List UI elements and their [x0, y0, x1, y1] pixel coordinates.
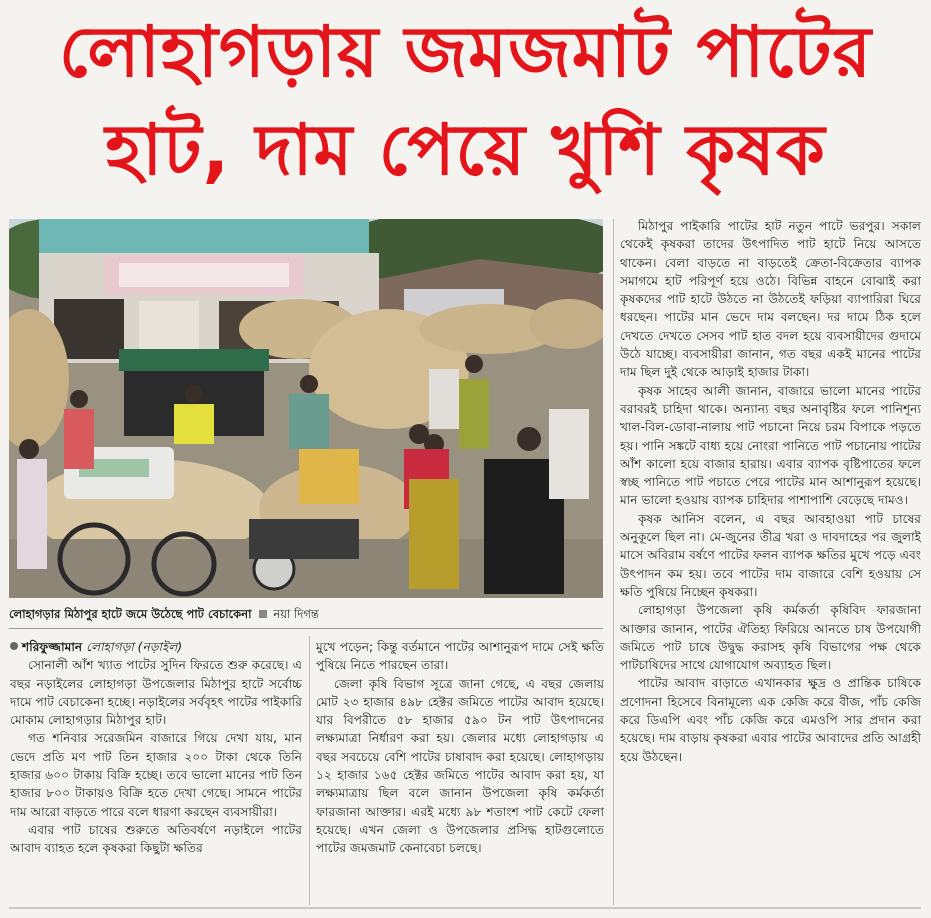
caption-text: লোহাগড়ার মিঠাপুর হাটে জমে উঠেছে পাট বেচাকেনা: [9, 607, 252, 621]
paragraph: এবার পাট চাষের শুরুতে অতিবর্ষণে নড়াইলে পাটের আবাদ ব্যাহত হলে কৃষকরা কিছুটা ক্ষতির: [10, 822, 302, 856]
article-column-3: [620, 217, 921, 905]
byline: [10, 638, 302, 656]
column-divider-right: [613, 219, 614, 905]
dateline: লোহাগড়া (নড়াইল): [86, 640, 183, 654]
caption-rule: [9, 628, 603, 629]
paragraph: সোনালী আঁশ খ্যাত পাটের সুদিন ফিরতে শুরু করেছে। এ বছর নড়াইলের লোহাগড়া উপজেলার মিঠাপুর হাটে সর্বোচ্চ দামে পাট বেচাকেনা হচ্ছে। নড়াইলের সর্ববৃহৎ পাটের পাইকারি মোকাম লোহাগড়ার মিঠাপুর হাট।: [10, 658, 302, 728]
headline: [10, 4, 921, 200]
paragraph: কৃষক সাহেব আলী জানান, বাজারে ভালো মানের পাটের বরাবরই চাহিদা থাকে। অন্যান্য বছর অনাবৃষ্টির ফলে পানিশূন্য খাল-বিল-ডোবা-নালায় পাট পচানো নিয়ে চরম বিপাকে পড়তে হয়। পানি সঙ্কটে বাধ্য হয়ে নোংরা পানিতে পাট পচানোয় পাটের আঁশ কালো হয়ে বাজার হারায়। এবার ব্যাপক বৃষ্টিপাতের ফলে স্বচ্ছ পানিতে পাট পচাতে পেরে পাটের মান আশানুরূপ হয়েছে। মান ভালো হওয়ায় ব্যাপক চাহিদার পাশাপাশি বেড়েছে দামও।: [620, 383, 921, 508]
article-column-1: [10, 638, 302, 904]
caption-credit: নয়া দিগন্ত: [273, 607, 319, 621]
photo-caption: [9, 603, 603, 625]
news-photo: [9, 219, 603, 598]
paragraph: মুখে পড়েন; কিন্তু বর্তমানে পাটের আশানুরূপ দামে সেই ক্ষতি পুষিয়ে নিতে পারছেন তারা।: [316, 640, 604, 673]
article-column-2: [316, 638, 604, 904]
reporter-name: শরিফুজ্জামান: [22, 640, 83, 654]
bullet-icon: [10, 642, 18, 650]
headline-line-2: হাট, দাম পেয়ে খুশি কৃষক: [105, 109, 826, 191]
paragraph: পাটের আবাদ বাড়াতে এখানকার ক্ষুদ্র ও প্রান্তিক চাষিকে প্রণোদনা হিসেবে বিনামূল্যে এক কেজি করে বীজ, পাঁচ কেজি করে ডিএপি এবং পাঁচ কেজি করে এমওপি সার প্রদান করা হয়েছে। দাম বাড়ায় কৃষকরা এবার পাটের আবাদের প্রতি আগ্রহী হয়ে উঠছেন।: [620, 676, 921, 764]
column-divider-lower: [309, 636, 310, 905]
caption-separator: [259, 610, 267, 618]
bottom-rule: [9, 907, 921, 909]
headline-line-1: লোহাগড়ায় জমজমাট পাটের: [58, 11, 873, 93]
paragraph: কৃষক আনিস বলেন, এ বছর আবহাওয়া পাট চাষের অনুকূলে ছিল না। মে-জুনের তীব্র খরা ও দাবদাহের পর জুলাই মাসে অবিরাম বর্ষণে পাটের ফলন ব্যাপক ক্ষতির মুখে পড়ে এবং উৎপাদন কম হয়। তবে পাটের দাম বাজারে বেশি হওয়ায় সে ক্ষতি পুষিয়ে নিচ্ছেন কৃষকরা।: [620, 511, 921, 599]
paragraph: গত শনিবার সরেজমিন বাজারে গিয়ে দেখা যায়, মান ভেদে প্রতি মণ পাট তিন হাজার ২০০ টাকা থেকে তিনি হাজার ৬০০ টাকায় বিক্রি হচ্ছে। তবে ভালো মানের পাট তিন হাজার ৮০০ টাকায়ও বিক্রি হতে দেখা গেছে। সামনে পাটের দাম আরো বাড়তে পারে বলে ধারণা করছেন ব্যবসায়ীরা।: [10, 731, 302, 819]
paragraph: জেলা কৃষি বিভাগ সূত্রে জানা গেছে, এ বছর জেলায় মোট ২৩ হাজার ৪৯৮ হেক্টর জমিতে পাটের আবাদ হয়েছে। যার বিপরীতে ৫৮ হাজার ৫৯০ টন পাট উৎপাদনের লক্ষ্যমাত্রা নির্ধারণ করা হয়। জেলার মধ্যে লোহাগড়ায় এ বছর সবচেয়ে বেশি পাটের চাষাবাদ করা হয়েছে। লোহাগড়ায় ১২ হাজার ১৬৫ হেক্টর জমিতে পাটের আবাদ করা হয়, যা লক্ষ্যমাত্রায় ছিল বলে জানান উপজেলা কৃষি কর্মকর্তা ফারজানা আক্তার। এরই মধ্যে ৯৮ শতাংশ পাট কেটে ফেলা হয়েছে। এখন জেলা ও উপজেলার প্রসিদ্ধ হাটগুলোতে পাটের জমজমাট কেনাবেচা চলছে।: [316, 676, 604, 856]
paragraph: মিঠাপুর পাইকারি পাটের হাট নতুন পাটে ভরপুর। সকাল থেকেই কৃষকরা তাদের উৎপাদিত পাট হাটে নিয়ে আসতে থাকেন। বেলা বাড়তে না বাড়তেই ক্রেতা-বিক্রেতার ব্যাপক সমাগমে হাট পরিপূর্ণ হয়ে ওঠে। বিভিন্ন বাহনে বোঝাই করা কৃষকদের পাট হাটে উঠতে না উঠতেই ফড়িয়া ব্যাপারিরা ঘিরে ধরছেন। পাটের মান ভেদে দাম বলছেন। দর দামে ঠিক হলে দেখতে দেখতে সেসব পাট হাত বদল হয়ে ব্যবসায়ীদের গুদামে উঠে যাচ্ছে। ব্যবসায়ীরা জানান, গত বছর একই মানের পাটের দাম ছিল দুই থেকে আড়াই হাজার টাকা।: [620, 219, 921, 380]
paragraph: লোহাগড়া উপজেলা কৃষি কর্মকর্তা কৃষিবিদ ফারজানা আক্তার জানান, পাটের ঐতিহ্য ফিরিয়ে আনতে চাষ উপযোগী জমিতে পাট চাষে উদ্বুদ্ধ করাসহ কৃষি বিভাগের পক্ষ থেকে পাটচাষিদের সাথে যোগাযোগ অব্যাহত ছিল।: [620, 603, 921, 673]
